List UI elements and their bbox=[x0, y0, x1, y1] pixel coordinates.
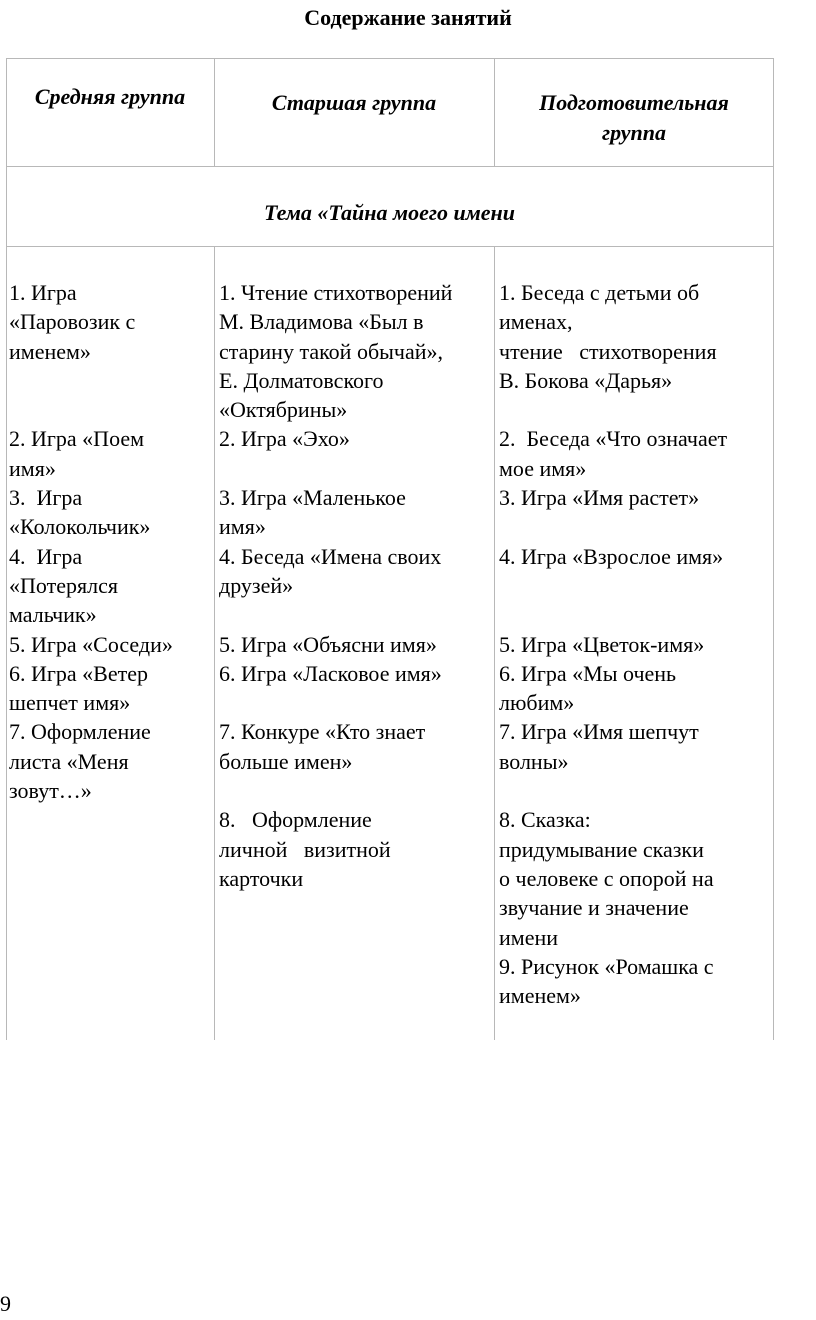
list-item: 5. Игра «Соседи» bbox=[9, 631, 173, 657]
list-item: 5. Игра «Объясни имя» bbox=[219, 631, 437, 657]
list-item: 3. Игра «Имя растет» bbox=[499, 485, 700, 511]
column-divider-2-body bbox=[494, 246, 495, 1040]
list-item: 1. Беседа с детьми об именах, чтение стихотворения В. Бокова «Дарья» bbox=[499, 280, 717, 393]
list-item: 1. Игра «Паровозик с именем» bbox=[9, 280, 136, 364]
header-preparatory-group: Подготовительная группа bbox=[539, 90, 729, 145]
theme-bottom-border bbox=[6, 246, 774, 247]
list-spacer bbox=[499, 395, 773, 424]
table-top-border bbox=[6, 58, 774, 59]
list-spacer bbox=[219, 776, 493, 805]
list-item: 1. Чтение стихотворений М. Владимова «Был в старину такой обычай», Е. Долматовского «Октябрины» bbox=[219, 280, 453, 423]
list-item: 2. Игра «Поем имя» bbox=[9, 426, 145, 481]
list-item: 6. Игра «Ласковое имя» bbox=[219, 660, 442, 686]
header-senior-group: Старшая группа bbox=[271, 90, 437, 115]
list-item: 7. Оформление листа «Меня зовут…» bbox=[9, 719, 151, 804]
column-preparatory-group bbox=[499, 278, 773, 1010]
list-spacer bbox=[219, 454, 493, 483]
page-number: 9 bbox=[0, 1291, 11, 1316]
list-item: 2. Игра «Эхо» bbox=[219, 426, 350, 452]
column-middle-group bbox=[9, 278, 213, 805]
list-item: 8. Оформление личной визитной карточки bbox=[219, 807, 391, 891]
list-item: 9. Рисунок «Ромашка с именем» bbox=[499, 953, 714, 1009]
list-item: 7. Игра «Имя шепчут волны» bbox=[499, 719, 699, 774]
column-divider-1-body bbox=[214, 246, 215, 1040]
list-spacer bbox=[219, 600, 493, 629]
list-item: 4. Игра «Взрослое имя» bbox=[499, 543, 724, 569]
list-item: 6. Игра «Ветер шепчет имя» bbox=[9, 660, 148, 716]
list-spacer bbox=[499, 571, 773, 600]
list-item: 2. Беседа «Что означает мое имя» bbox=[499, 426, 728, 481]
table-right-border bbox=[773, 58, 774, 1040]
column-senior-group bbox=[219, 278, 493, 893]
list-spacer bbox=[219, 688, 493, 717]
header-middle-group: Средняя группа bbox=[34, 84, 186, 109]
list-spacer bbox=[9, 366, 213, 395]
theme-row: Тема «Тайна моего имени bbox=[263, 200, 515, 225]
list-item: 3. Игра «Колокольчик» bbox=[9, 485, 151, 540]
list-spacer bbox=[9, 395, 213, 424]
document-title: Содержание занятий bbox=[304, 5, 512, 30]
list-item: 6. Игра «Мы очень любим» bbox=[499, 660, 677, 716]
list-item: 5. Игра «Цветок-имя» bbox=[499, 631, 705, 657]
list-spacer bbox=[499, 512, 773, 541]
list-item: 4. Беседа «Имена своих друзей» bbox=[219, 543, 442, 598]
column-divider-2 bbox=[494, 58, 495, 166]
list-item: 3. Игра «Маленькое имя» bbox=[219, 485, 406, 540]
list-item: 8. Сказка: придумывание сказки о человеке с опорой на звучание и значение имени bbox=[499, 807, 714, 950]
list-spacer bbox=[499, 776, 773, 805]
header-bottom-border bbox=[6, 166, 774, 167]
list-spacer bbox=[499, 600, 773, 629]
list-item: 4. Игра «Потерялся мальчик» bbox=[9, 543, 118, 628]
list-item: 7. Конкуре «Кто знает больше имен» bbox=[219, 719, 426, 774]
